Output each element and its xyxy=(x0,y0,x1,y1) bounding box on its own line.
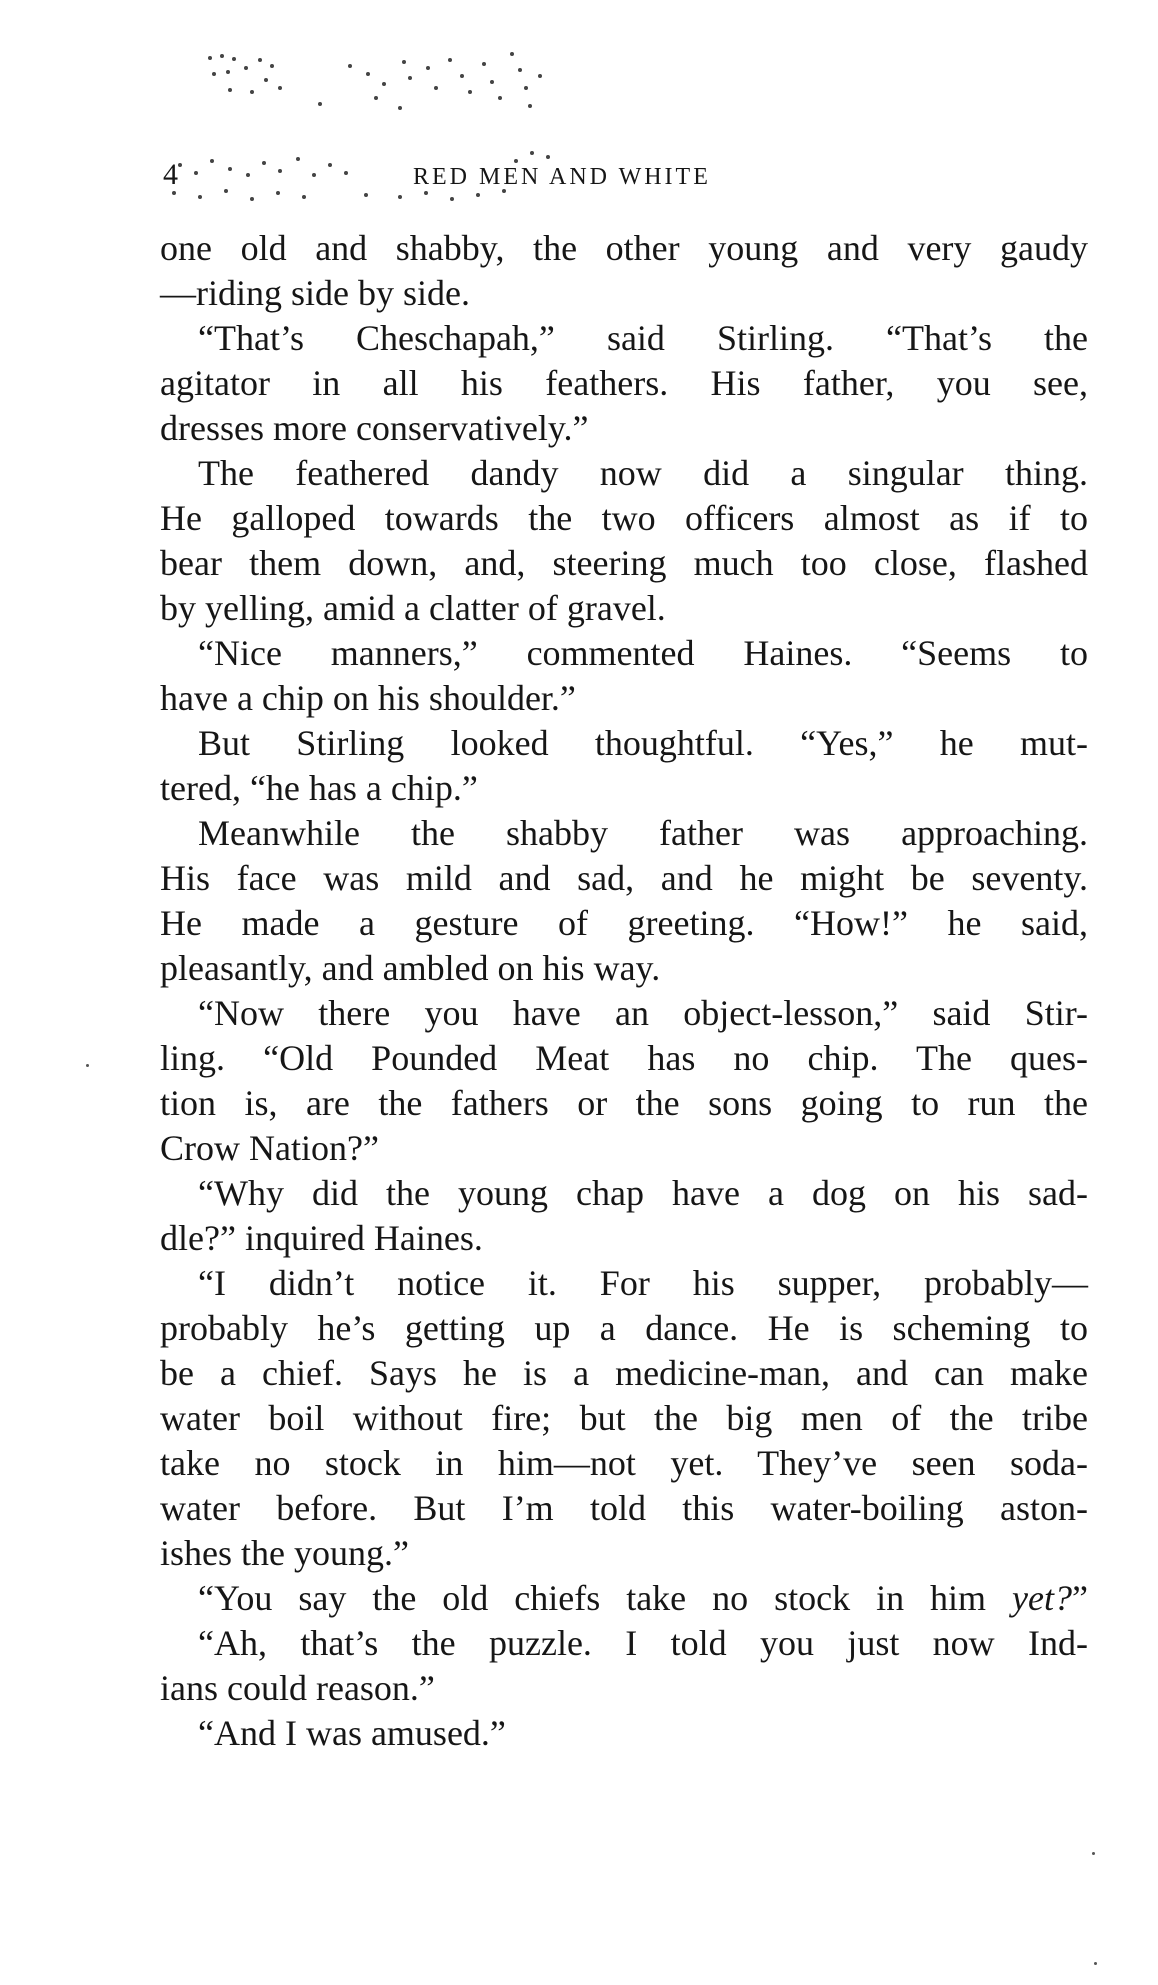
body-text xyxy=(160,226,1088,1756)
page-number: 4 xyxy=(163,158,180,191)
text-line: Crow Nation?” xyxy=(160,1128,379,1168)
stray-mark xyxy=(1094,1962,1097,1965)
text-line: “You say the old chiefs take no stock in him yet?” xyxy=(198,1578,1088,1618)
text-line: “That’s Cheschapah,” said Stirling. “That’s the xyxy=(198,318,1088,358)
emphasis: yet? xyxy=(1012,1578,1073,1618)
text-line: tered, “he has a chip.” xyxy=(160,768,478,808)
stray-mark xyxy=(1092,1852,1095,1855)
text-line: tion is, are the fathers or the sons going to run the xyxy=(160,1083,1088,1123)
text-line: ishes the young.” xyxy=(160,1533,409,1573)
text-line: agitator in all his feathers. His father, you see, xyxy=(160,363,1088,403)
text-line: His face was mild and sad, and he might be seventy. xyxy=(160,858,1088,898)
text-line: “Now there you have an object-lesson,” said Stir- xyxy=(198,993,1088,1033)
text-line: He made a gesture of greeting. “How!” he said, xyxy=(160,903,1088,943)
text-line: be a chief. Says he is a medicine-man, and can make xyxy=(160,1353,1088,1393)
text-line: “Why did the young chap have a dog on his sad- xyxy=(198,1173,1088,1213)
text-line: dresses more conservatively.” xyxy=(160,408,589,448)
running-head xyxy=(163,153,923,197)
text-line: “And I was amused.” xyxy=(198,1713,506,1753)
stray-mark xyxy=(86,1064,89,1067)
text-line: —riding side by side. xyxy=(160,273,470,313)
bleed-through-specks-icon xyxy=(200,48,620,128)
text-line: pleasantly, and ambled on his way. xyxy=(160,948,661,988)
text-line: He galloped towards the two officers almost as if to xyxy=(160,498,1088,538)
text-line: ling. “Old Pounded Meat has no chip. The ques- xyxy=(160,1038,1088,1078)
text-line: Meanwhile the shabby father was approaching. xyxy=(198,813,1088,853)
text-line: “I didn’t notice it. For his supper, probably— xyxy=(198,1263,1088,1303)
text-line: ians could reason.” xyxy=(160,1668,435,1708)
running-head-title: RED MEN AND WHITE xyxy=(413,164,711,190)
text-line: water boil without fire; but the big men of the tribe xyxy=(160,1398,1088,1438)
text-line: The feathered dandy now did a singular thing. xyxy=(198,453,1088,493)
text-line: one old and shabby, the other young and very gaudy xyxy=(160,228,1088,268)
text-line: “Ah, that’s the puzzle. I told you just now Ind- xyxy=(198,1623,1088,1663)
text-line: bear them down, and, steering much too close, flashed xyxy=(160,543,1088,583)
text-line: But Stirling looked thoughtful. “Yes,” he mut- xyxy=(198,723,1088,763)
text-line: “Nice manners,” commented Haines. “Seems to xyxy=(198,633,1088,673)
text-line: take no stock in him—not yet. They’ve seen soda- xyxy=(160,1443,1088,1483)
text-line: have a chip on his shoulder.” xyxy=(160,678,576,718)
text-line: dle?” inquired Haines. xyxy=(160,1218,483,1258)
text-line: probably he’s getting up a dance. He is scheming to xyxy=(160,1308,1088,1348)
text-line: water before. But I’m told this water-boiling aston- xyxy=(160,1488,1088,1528)
text-line: by yelling, amid a clatter of gravel. xyxy=(160,588,666,628)
